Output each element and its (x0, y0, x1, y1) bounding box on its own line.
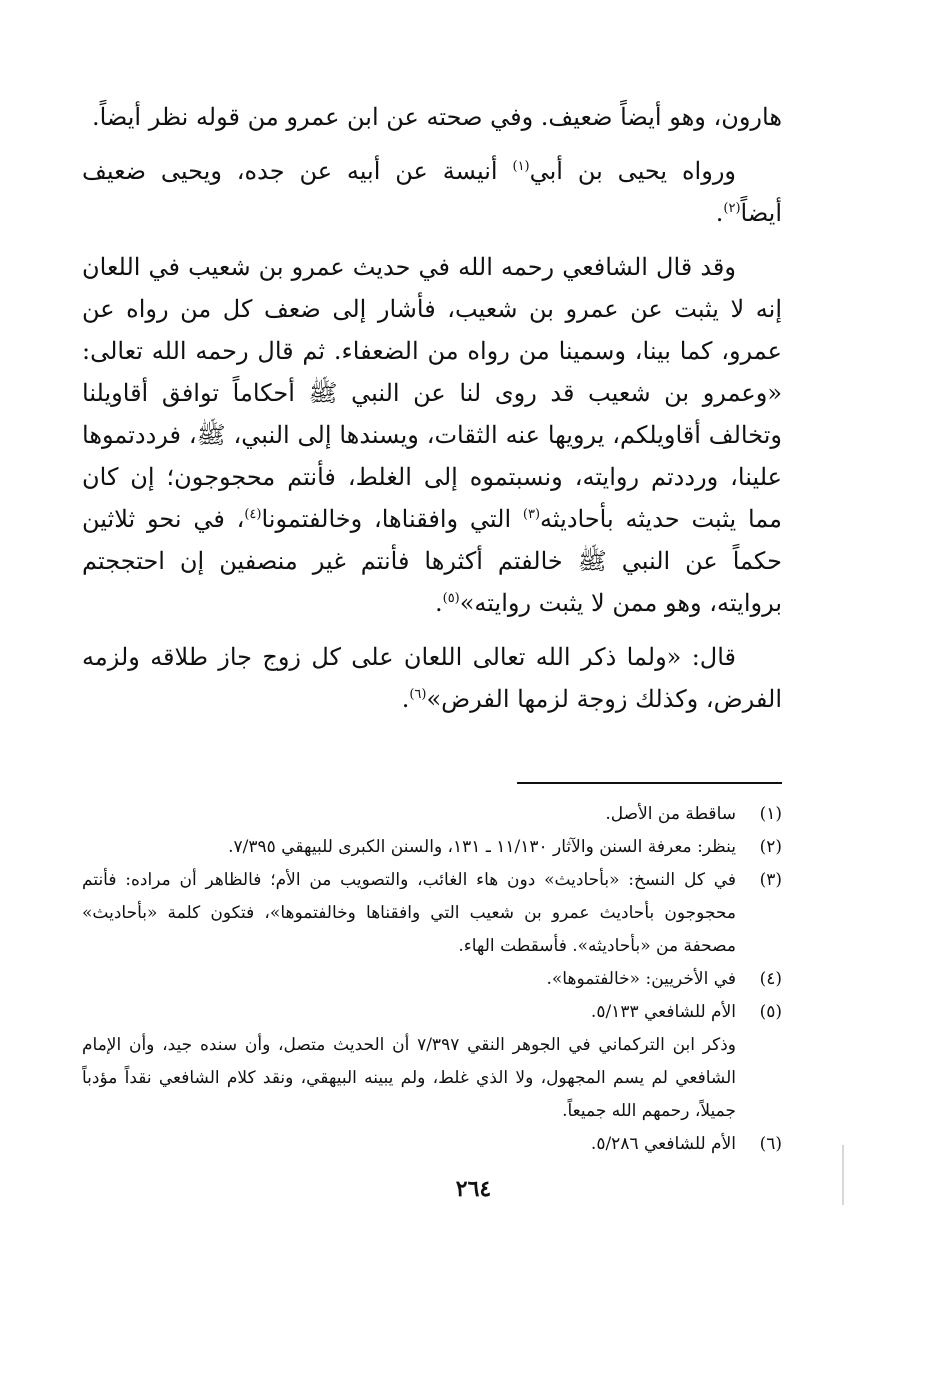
footnote-reference: (٢) (723, 201, 741, 216)
footnote (82, 996, 782, 1029)
footnote-text: الأم للشافعي ٥/٢٨٦. (590, 1134, 736, 1154)
footnote-reference: (٤) (244, 507, 262, 522)
paragraph-text: أنيسة عن أبيه عن جده، ويحيى ضعيف أيضاً (82, 157, 782, 227)
paragraph-text: . (401, 685, 410, 713)
paragraph (82, 150, 782, 234)
paragraph (82, 96, 782, 138)
footnote-reference: (٦) (409, 687, 427, 702)
footnote (82, 963, 782, 996)
footnote-number: (٢) (759, 837, 782, 857)
paragraph-text: . (715, 199, 724, 227)
scan-mark (842, 1145, 844, 1205)
footnote-number: (٣) (759, 870, 782, 890)
footnote (82, 1128, 782, 1161)
paragraph-text: وقد قال الشافعي رحمه الله في حديث عمرو بن شعيب في اللعان إنه لا يثبت عن عمرو بن شعيب، فأشار إلى ضعف كل من رواه عن عمرو، كما بينا، وسمينا من رواه من الضعفاء. ثم قال رحمه الله تعالى: «وعمرو بن شعيب قد روى لنا عن النبي ﷺ أحكاماً توافق أقاويلنا وتخالف أقاويلكم، يرويها عنه الثقات، ويسندها إلى النبي، ﷺ، فرددتموها علينا، ورددتم روايته، ونسبتموه إلى الغلط، فأنتم محجوجون؛ إن كان مما يثبت حديثه بأحاديثه (82, 253, 783, 533)
footnote-reference: (٣) (522, 507, 541, 522)
footnote-continuation: وذكر ابن التركماني في الجوهر النقي ٧/٣٩٧ أن الحديث متصل، وأن سنده جيد، وأن الإمام الشافعي لم يسم المجهول، ولا الذي غلط، ولم يبينه البيهقي، ونقد كلام الشافعي نقداً مؤدباً جميلاً، رحمهم الله جميعاً. (82, 1035, 736, 1121)
footnote-text: ينظر: معرفة السنن والآثار ١١/١٣٠ ـ ١٣١، والسنن الكبرى للبيهقي ٧/٣٩٥. (228, 837, 736, 857)
footnote (82, 798, 782, 831)
footnote-text: الأم للشافعي ٥/١٣٣. (590, 1002, 736, 1022)
book-page (82, 96, 782, 1356)
footnote-text: في كل النسخ: «بأحاديث» دون هاء الغائب، والتصويب من الأم؛ فالظاهر أن مراده: فأنتم محجوجون بأحاديث عمرو بن شعيب التي وافقناها وخالفتموها»، فتكون كلمة «بأحاديث» مصحفة من «بأحاديثه». فأسقطت الهاء. (82, 870, 736, 956)
paragraph (82, 246, 782, 624)
paragraph (82, 636, 782, 720)
paragraph-text: قال: «ولما ذكر الله تعالى اللعان على كل زوج جاز طلاقه ولزمه الفرض، وكذلك زوجة لزمها الفرض» (82, 643, 782, 713)
paragraph-text: ، في نحو ثلاثين حكماً عن النبي ﷺ خالفتم أكثرها فأنتم غير منصفين إن احتججتم بروايته، وهو ممن لا يثبت روايته» (82, 505, 782, 617)
footnote-text: في الأخريين: «خالفتموها». (546, 969, 736, 989)
footnote-text: ساقطة من الأصل. (605, 804, 736, 824)
footnote-reference: (٥) (442, 591, 460, 606)
footnote-divider (517, 782, 782, 784)
main-text (82, 96, 782, 720)
footnote (82, 831, 782, 864)
footnotes (82, 798, 782, 1161)
paragraph-text: التي وافقناها، وخالفتمونا (261, 505, 523, 533)
paragraph-text: هارون، وهو أيضاً ضعيف. وفي صحته عن ابن عمرو من قوله نظر أيضاً. (91, 103, 782, 131)
footnote-number: (٤) (759, 969, 782, 989)
footnote-number: (٥) (759, 1002, 782, 1022)
paragraph-text: . (434, 589, 443, 617)
page-number: ٢٦٤ (455, 1176, 492, 1202)
footnote-number: (٦) (759, 1134, 782, 1154)
footnote-reference: (١) (512, 159, 530, 174)
footnote (82, 864, 782, 963)
paragraph-text: ورواه يحيى بن أبي (529, 157, 736, 185)
footnote-number: (١) (759, 804, 782, 824)
